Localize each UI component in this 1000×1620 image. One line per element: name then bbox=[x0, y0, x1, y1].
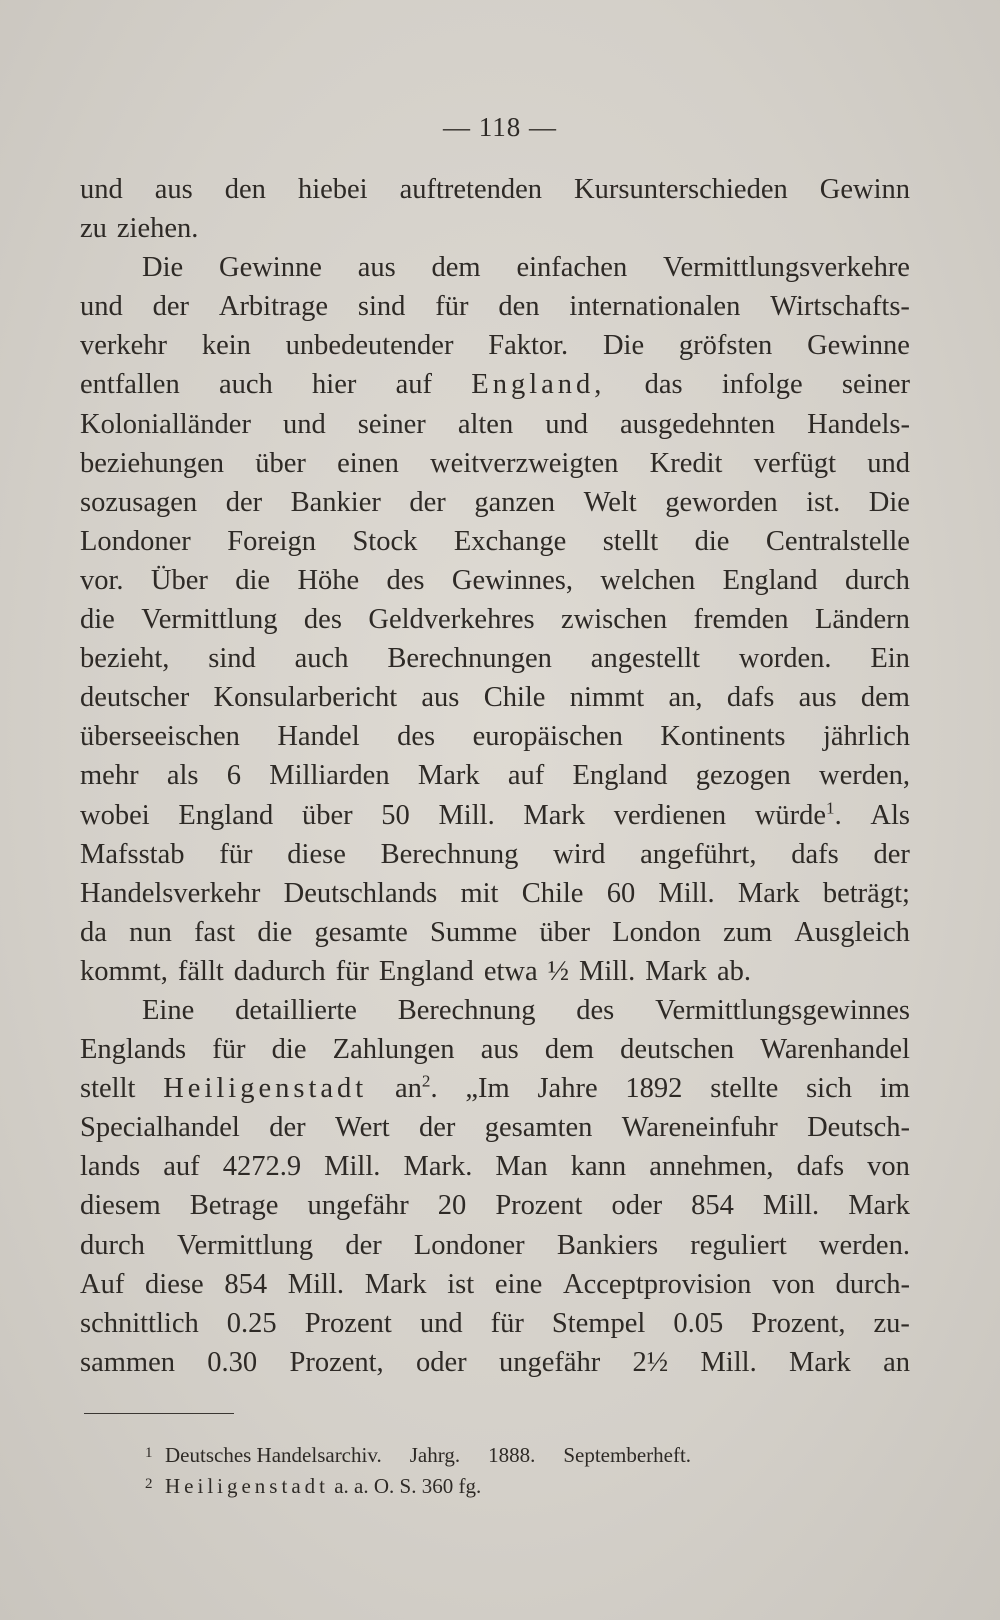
text-line: durch Vermittlung der Londoner Bankiers reguliert werden. bbox=[80, 1229, 910, 1261]
text-line: wobei England über 50 Mill. Mark verdienen würde$^1$. Als bbox=[80, 798, 910, 831]
text-line: stellt Heiligenstadt $an^2$. „Im Jahre 1892 stellte sich im bbox=[80, 1071, 910, 1105]
text-line: bezieht, sind auch Berechnungen angestellt worden. Ein bbox=[80, 643, 910, 675]
page-number: — 118 — bbox=[443, 112, 557, 142]
text-line: Auf diese 854 Mill. Mark ist eine Acceptprovision von durch- bbox=[80, 1268, 910, 1300]
text-line: zu ziehen. bbox=[80, 213, 199, 245]
footnote-2: 2 Heiligenstadt a. a. O. S. 360 fg. bbox=[145, 1471, 691, 1502]
text-line: überseeischen Handel des europäischen Kontinents jährlich bbox=[80, 721, 910, 753]
text-line: mehr als 6 Milliarden Mark auf England gezogen werden, bbox=[80, 760, 910, 792]
text-line: Specialhandel der Wert der gesamten Wareneinfuhr Deutsch- bbox=[80, 1112, 910, 1144]
text-line: Mafsstab für diese Berechnung wird angeführt, dafs der bbox=[80, 838, 910, 870]
body-text bbox=[80, 170, 910, 1382]
text-line: deutscher Konsularbericht aus Chile nimmt an, dafs aus dem bbox=[80, 682, 910, 714]
text-line: entfallen auch hier auf England, das infolge seiner bbox=[80, 369, 910, 401]
footnote-ref-2: 2 bbox=[421, 1071, 431, 1091]
text-line: Kolonialländer und seiner alten und ausgedehnten Handels- bbox=[80, 408, 910, 440]
text-line: Londoner Foreign Stock Exchange stellt die Centralstelle bbox=[80, 525, 910, 557]
text-line: Die Gewinne aus dem einfachen Vermittlungsverkehre bbox=[142, 252, 910, 284]
text-line: Englands für die Zahlungen aus dem deutschen Warenhandel bbox=[80, 1034, 910, 1066]
text-line: Eine detaillierte Berechnung des Vermittlungsgewinnes bbox=[142, 994, 910, 1026]
text-line: kommt, fällt dadurch für England etwa ½ Mill. Mark ab. bbox=[80, 955, 751, 987]
text-line: lands auf 4272.9 Mill. Mark. Man kann annehmen, dafs von bbox=[80, 1151, 910, 1183]
text-line: vor. Über die Höhe des Gewinnes, welchen England durch bbox=[80, 564, 910, 596]
footnote-ref-1: 1 bbox=[826, 798, 835, 817]
text-line: und aus den hiebei auftretenden Kursunterschieden Gewinn bbox=[80, 174, 910, 205]
text-line: sammen 0.30 Prozent, oder ungefähr 2½ Mill. Mark an bbox=[80, 1346, 910, 1378]
text-line: sozusagen der Bankier der ganzen Welt geworden ist. Die bbox=[80, 486, 910, 518]
text-line: da nun fast die gesamte Summe über London zum Ausgleich bbox=[80, 916, 910, 948]
footnote-rule bbox=[84, 1413, 234, 1414]
text-line: schnittlich 0.25 Prozent und für Stempel 0.05 Prozent, zu- bbox=[80, 1307, 910, 1339]
text-line: die Vermittlung des Geldverkehres zwischen fremden Ländern bbox=[80, 604, 910, 636]
text-line: verkehr kein unbedeutender Faktor. Die gröfsten Gewinne bbox=[80, 330, 910, 362]
text-line: und der Arbitrage sind für den internationalen Wirtschafts- bbox=[80, 291, 910, 323]
footnote-marker: 1 bbox=[145, 1445, 153, 1461]
footnotes bbox=[145, 1440, 691, 1502]
text-line: Handelsverkehr Deutschlands mit Chile 60 Mill. Mark beträgt; bbox=[80, 877, 910, 909]
text-line: diesem Betrage ungefähr 20 Prozent oder 854 Mill. Mark bbox=[80, 1190, 910, 1222]
footnote-1: 1 Deutsches Handelsarchiv. Jahrg. 1888. Septemberheft. bbox=[145, 1440, 691, 1471]
text-line: beziehungen über einen weitverzweigten Kredit verfügt und bbox=[80, 447, 910, 479]
footnote-marker: 2 bbox=[145, 1476, 153, 1492]
